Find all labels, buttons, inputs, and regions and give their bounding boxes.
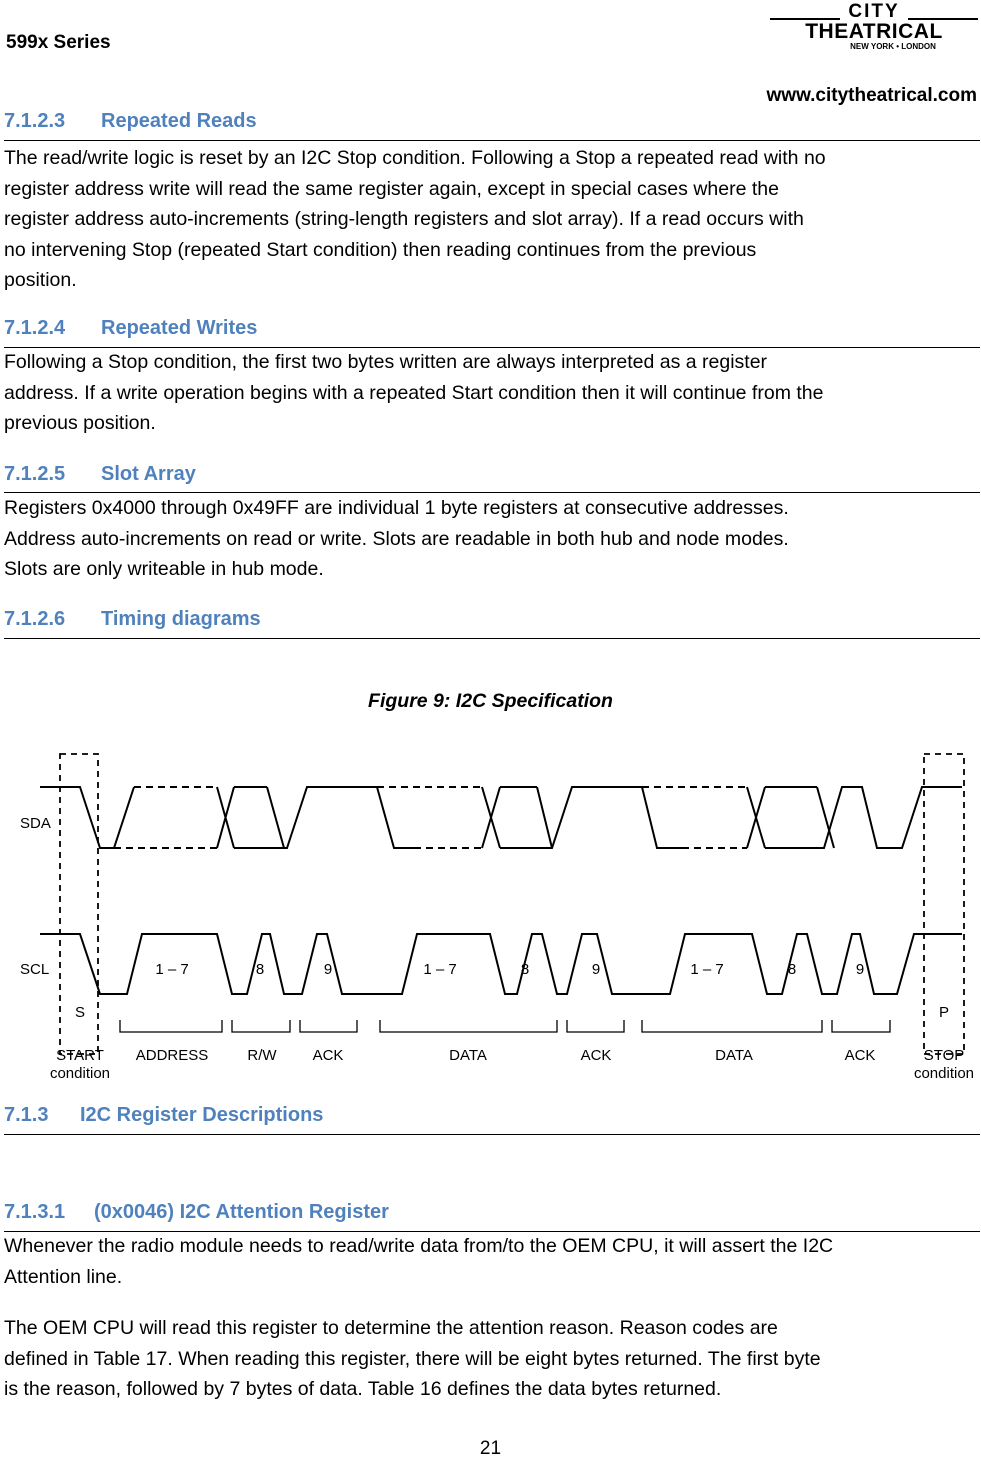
heading-timing-diagrams: 7.1.2.6 Timing diagrams (4, 608, 261, 630)
phase-rw: R/W (247, 1047, 277, 1064)
clock-label: 8 (520, 961, 530, 978)
bracket-address (120, 1020, 222, 1032)
clock-label: 8 (787, 961, 797, 978)
bracket-data-1 (380, 1020, 557, 1032)
clock-label: 1 – 7 (423, 961, 457, 978)
heading-repeated-writes: 7.1.2.4 Repeated Writes (4, 317, 258, 339)
page-number: 21 (479, 1438, 502, 1459)
paragraph-repeated-writes: Following a Stop condition, the first two bytes written are always interpreted as a register address. If a write operation begins with a repeated Start condition then it will continue from the previous position. (4, 351, 824, 434)
clock-label: 9 (855, 961, 865, 978)
paragraph-slot-array: Registers 0x4000 through 0x49FF are individual 1 byte registers at consecutive addresses. Address auto-increments on read or write. Slots are readable in both hub and node modes. Slots are only writeable in hub mode. (4, 497, 789, 580)
paragraph-attention-reason: The OEM CPU will read this register to determine the attention reason. Reason codes are defined in Table 17. When reading this register, there will be eight bytes returned. The first byte is the reason, followed by 7 bytes of data. Table 16 defines the data bytes returned. (4, 1317, 821, 1400)
phase-address: ADDRESS (135, 1047, 209, 1064)
heading-slot-array: 7.1.2.5 Slot Array (4, 463, 196, 485)
phase-stop: STOP (923, 1047, 965, 1064)
phase-data: DATA (715, 1047, 753, 1064)
phase-ack: ACK (312, 1047, 344, 1064)
start-symbol: S (74, 1004, 86, 1021)
city-theatrical-logo (768, 0, 980, 52)
heading-i2c-register-descriptions: 7.1.3 I2C Register Descriptions (4, 1104, 324, 1126)
heading-repeated-reads: 7.1.2.3 Repeated Reads (4, 110, 257, 132)
sda-byte1-tail (217, 787, 414, 848)
phase-ack: ACK (844, 1047, 876, 1064)
clock-label: 9 (323, 961, 333, 978)
logo-location-text: NEW YORK • LONDON (850, 42, 936, 51)
bracket-data-2 (642, 1020, 822, 1032)
bracket-ack-1 (300, 1020, 357, 1032)
heading-rule (4, 1134, 980, 1135)
figure-caption: Figure 9: I2C Specification (368, 690, 613, 712)
heading-rule (4, 638, 980, 639)
paragraph-attention-line: Whenever the radio module needs to read/write data from/to the OEM CPU, it will assert the I2C Attention line. (4, 1235, 834, 1288)
sda-byte2-tail (482, 787, 682, 848)
phase-start: START (56, 1047, 104, 1064)
sda-label: SDA (20, 815, 51, 832)
logo-theatrical-text: THEATRICAL (805, 20, 943, 43)
sda-waveform (40, 787, 134, 848)
phase-stop-condition: condition (913, 1065, 975, 1082)
sda-dash-3 (642, 787, 747, 848)
website-url: www.citytheatrical.com (766, 85, 977, 106)
sda-byte3-tail (747, 787, 962, 848)
paragraph-repeated-reads: The read/write logic is reset by an I2C Stop condition. Following a Stop a repeated read with no register address write will read the same register again, except in special cases where the register address auto-increments (string-length registers and slot array). If a read occurs with no intervening Stop (repeated Start condition) then reading continues from the previous position. (4, 147, 826, 291)
clock-label: 1 – 7 (690, 961, 724, 978)
logo-city-text: CITY (848, 1, 900, 22)
heading-i2c-attention-register: 7.1.3.1 (0x0046) I2C Attention Register (4, 1201, 389, 1223)
phase-ack: ACK (580, 1047, 612, 1064)
i2c-timing-diagram (12, 742, 978, 1090)
scl-label: SCL (20, 961, 50, 978)
bracket-ack-3 (832, 1020, 890, 1032)
clock-label: 9 (591, 961, 601, 978)
document-series: 599x Series (6, 32, 111, 53)
bracket-ack-2 (567, 1020, 624, 1032)
phase-data: DATA (449, 1047, 487, 1064)
clock-label: 1 – 7 (155, 961, 189, 978)
sda-dash-2 (377, 787, 482, 848)
bracket-rw (232, 1020, 290, 1032)
stop-symbol: P (938, 1004, 950, 1021)
phase-start-condition: condition (49, 1065, 111, 1082)
heading-rule (4, 140, 980, 141)
clock-label: 8 (255, 961, 265, 978)
